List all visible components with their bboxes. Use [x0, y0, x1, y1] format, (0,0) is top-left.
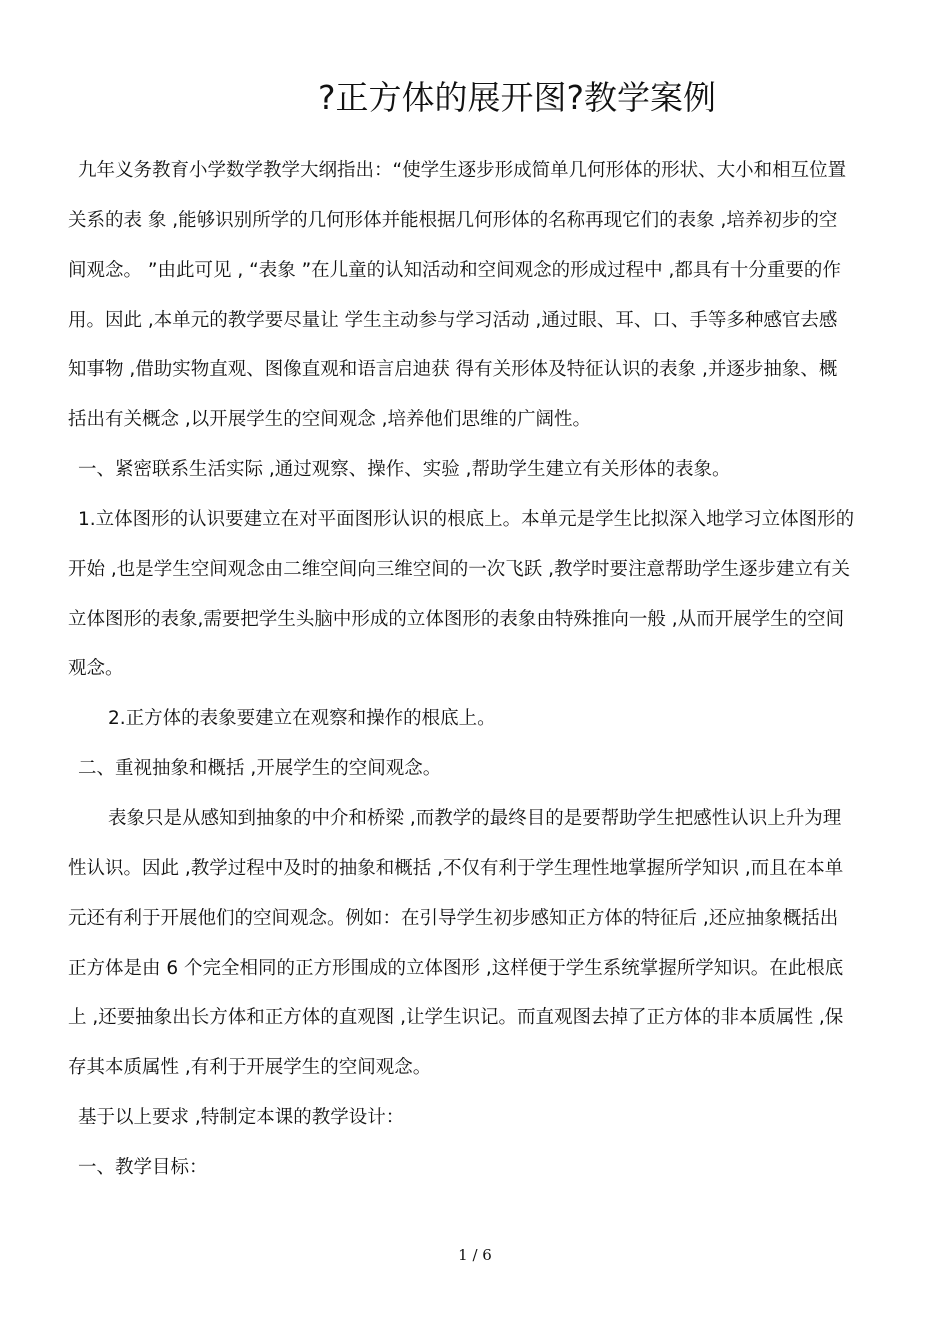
document-body [68, 155, 883, 1202]
text-line: 关系的表 象 ,能够识别所学的几何形体并能根据几何形体的名称再现它们的表象 ,培养初步的空 [68, 209, 838, 231]
text-line: 用。因此 ,本单元的教学要尽量让 学生主动参与学习活动 ,通过眼、耳、口、手等多种感官去感 [68, 309, 838, 331]
text-line: 括出有关概念 ,以开展学生的空间观念 ,培养他们思维的广阔性。 [68, 409, 592, 431]
text-line: 二、重视抽象和概括 ,开展学生的空间观念。 [78, 758, 442, 780]
text-line: 一、教学目标： [78, 1156, 208, 1178]
text-line: 一、紧密联系生活实际 ,通过观察、操作、实验 ,帮助学生建立有关形体的表象。 [78, 459, 731, 481]
text-line: 1.立体图形的认识要建立在对平面图形认识的根底上。本单元是学生比拟深入地学习立体图形的 [78, 508, 855, 530]
text-line: 表象只是从感知到抽象的中介和桥梁 ,而教学的最终目的是要帮助学生把感性认识上升为理 [108, 807, 842, 829]
text-line: 性认识。因此 ,教学过程中及时的抽象和概括 ,不仅有利于学生理性地掌握所学知识 ,而且在本单 [68, 857, 844, 879]
text-line: 知事物 ,借助实物直观、图像直观和语言启迪获 得有关形体及特征认识的表象 ,并逐步抽象、概 [68, 359, 838, 381]
text-line: 存其本质属性 ,有利于开展学生的空间观念。 [68, 1057, 432, 1079]
text-line: 基于以上要求 ,特制定本课的教学设计： [78, 1107, 405, 1129]
text-line: 上 ,还要抽象出长方体和正方体的直观图 ,让学生识记。而直观图去掉了正方体的非本质属性 ,保 [68, 1007, 844, 1029]
text-line: 立体图形的表象,需要把学生头脑中形成的立体图形的表象由特殊推向一般 ,从而开展学生的空间 [68, 608, 845, 630]
text-line: 正方体是由 6 个完全相同的正方形围成的立体图形 ,这样便于学生系统掌握所学知识。在此根底 [68, 957, 844, 979]
text-line: 观念。 [68, 658, 124, 680]
text-line: 元还有利于开展他们的空间观念。例如：在引导学生初步感知正方体的特征后 ,还应抽象概括出 [68, 907, 839, 929]
document-title: ?正方体的展开图?教学案例 [318, 78, 717, 117]
page-number: 1 / 6 [458, 1246, 492, 1264]
text-line: 2.正方体的表象要建立在观察和操作的根底上。 [108, 708, 496, 730]
text-line: 开始 ,也是学生空间观念由二维空间向三维空间的一次飞跃 ,教学时要注意帮助学生逐步建立有关 [68, 558, 851, 580]
text-line: 间观念。 ”由此可见 , “表象 ”在儿童的认知活动和空间观念的形成过程中 ,都具有十分重要的作 [68, 259, 841, 281]
text-line: 九年义务教育小学数学教学大纲指出：“使学生逐步形成简单几何形体的形状、大小和相互位置 [78, 160, 847, 181]
